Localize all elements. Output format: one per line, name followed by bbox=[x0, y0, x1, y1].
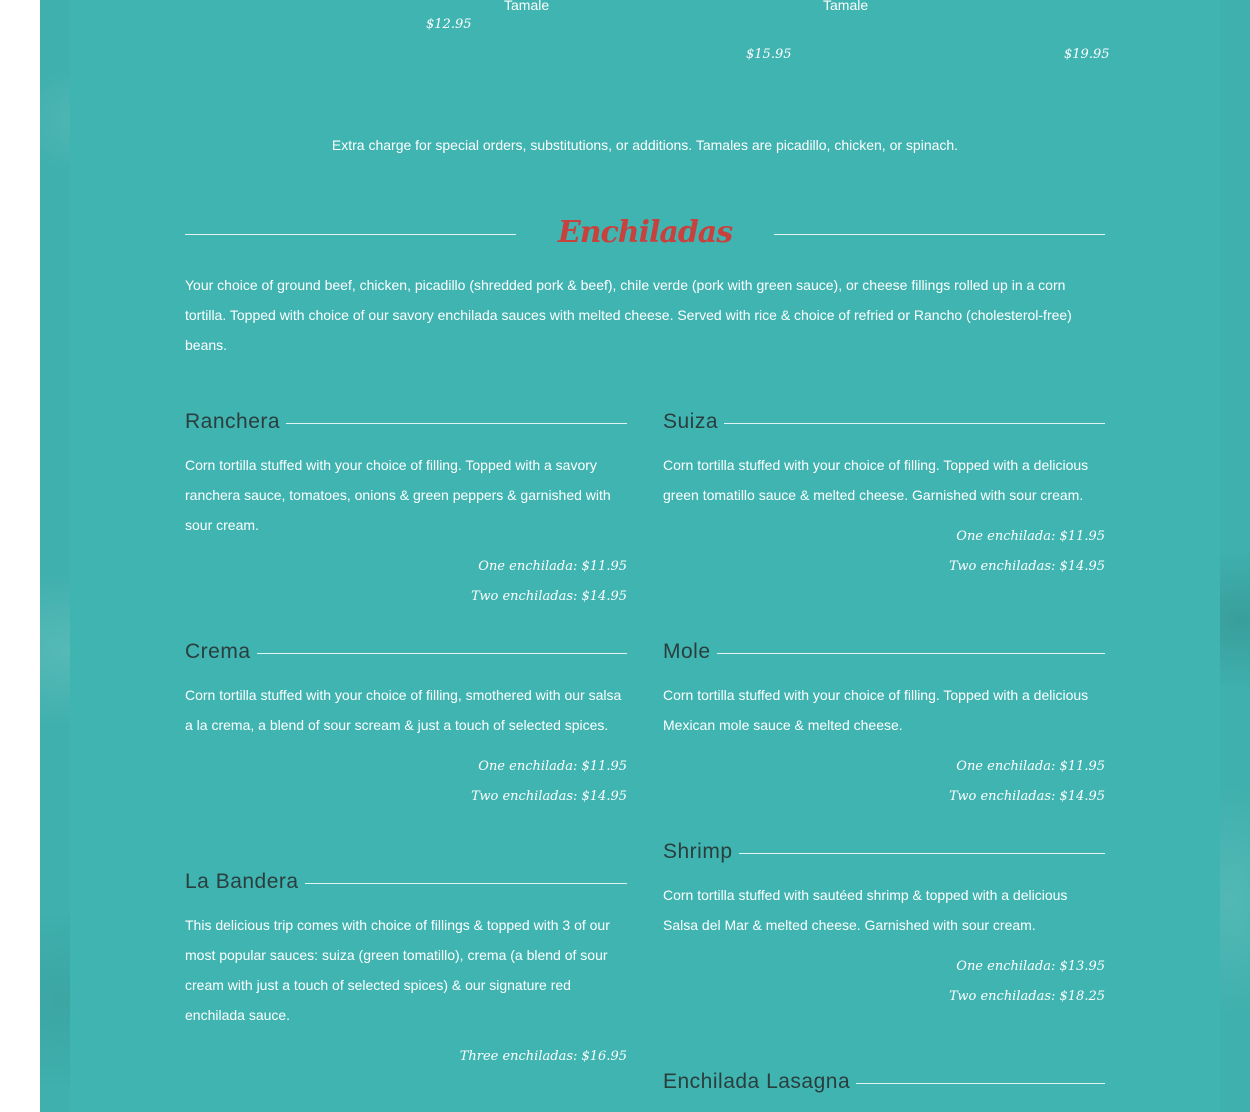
enchiladas-header bbox=[185, 215, 1105, 260]
item-description: Corn tortilla stuffed with your choice of filling. Topped with a savory ranchera sauce, tomatoes, onions & green peppers & garnished with sour cream. bbox=[185, 457, 611, 533]
section-description: Your choice of ground beef, chicken, picadillo (shredded pork & beef), chile verde (pork with green sauce), or cheese fillings rolled up in a corn tortilla. Topped with choice of our savory enchilada sauces with melted cheese. Served with rice & choice of refried or Rancho (cholesterol-free) beans. bbox=[185, 277, 1072, 353]
item-price: Two enchiladas: $14.95 bbox=[949, 559, 1105, 574]
previous-price: $15.95 bbox=[746, 47, 792, 62]
item-name: Ranchera bbox=[185, 410, 286, 434]
item-description: Corn tortilla stuffed with your choice of filling. Topped with a delicious green tomatillo sauce & melted cheese. Garnished with sour cream. bbox=[663, 457, 1089, 503]
item-description: Corn tortilla stuffed with your choice of filling, smothered with our salsa a la crema, a blend of sour scream & just a touch of selected spices. bbox=[185, 687, 622, 733]
menu-item-ranchera bbox=[185, 410, 627, 612]
item-description: Corn tortilla stuffed with sautéed shrimp & topped with a delicious Salsa del Mar & melted cheese. Garnished with sour cream. bbox=[663, 887, 1068, 933]
item-name: Enchilada Lasagna bbox=[663, 1070, 856, 1094]
item-description: Corn tortilla stuffed with your choice of filling. Topped with a delicious Mexican mole sauce & melted cheese. bbox=[663, 687, 1089, 733]
item-price: Two enchiladas: $14.95 bbox=[471, 789, 627, 804]
previous-price: $19.95 bbox=[1064, 47, 1110, 62]
item-name: Crema bbox=[185, 640, 257, 664]
item-price: One enchilada: $11.95 bbox=[956, 529, 1105, 544]
item-name: Shrimp bbox=[663, 840, 739, 864]
item-price: Two enchiladas: $14.95 bbox=[949, 789, 1105, 804]
menu-item-suiza bbox=[663, 410, 1105, 582]
item-name: Mole bbox=[663, 640, 717, 664]
tamale-label: Tamale bbox=[823, 0, 869, 13]
item-divider bbox=[663, 653, 1105, 654]
item-price: One enchilada: $11.95 bbox=[478, 559, 627, 574]
item-price: Two enchiladas: $14.95 bbox=[471, 589, 627, 604]
item-divider bbox=[663, 423, 1105, 424]
item-price: One enchilada: $11.95 bbox=[478, 759, 627, 774]
item-name: La Bandera bbox=[185, 870, 305, 894]
tamale-label: Tamale bbox=[504, 0, 550, 13]
menu-item-crema bbox=[185, 640, 627, 812]
section-title: Enchiladas bbox=[557, 215, 733, 250]
item-price: One enchilada: $11.95 bbox=[956, 759, 1105, 774]
special-orders-note: Extra charge for special orders, substitutions, or additions. Tamales are picadillo, chicken, or spinach. bbox=[331, 137, 959, 153]
item-name: Suiza bbox=[663, 410, 724, 434]
previous-price: $12.95 bbox=[426, 17, 472, 32]
item-price: Three enchiladas: $16.95 bbox=[459, 1049, 627, 1064]
menu-item-la-bandera bbox=[185, 870, 627, 1072]
menu-item-shrimp bbox=[663, 840, 1105, 1012]
item-price: Two enchiladas: $18.25 bbox=[949, 989, 1105, 1004]
item-price: One enchilada: $13.95 bbox=[956, 959, 1105, 974]
menu-item-mole bbox=[663, 640, 1105, 812]
item-description: This delicious trip comes with choice of fillings & topped with 3 of our most popular sauces: suiza (green tomatillo), crema (a blend of sour cream with just a touch of selected spices) & our signature red enchilada sauce. bbox=[185, 917, 610, 1023]
menu-item-enchilada-lasagna bbox=[663, 1070, 1105, 1100]
